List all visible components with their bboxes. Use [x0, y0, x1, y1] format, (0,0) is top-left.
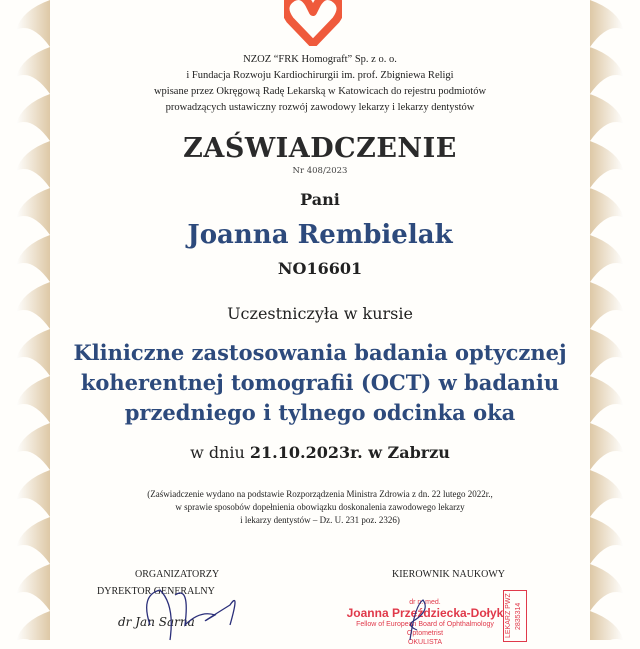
recipient-name: Joanna Rembielak: [187, 220, 453, 250]
organizer-role: DYREKTOR GENERALNY: [97, 586, 215, 597]
legal-footnote: [0, 488, 640, 527]
stamp-line: OKULISTA: [407, 639, 443, 646]
participation-text: Uczestniczyła w kursie: [227, 304, 413, 323]
header-line: i Fundacja Rozwoju Kardiochirurgii im. prof. Zbigniewa Religi: [186, 70, 454, 81]
license-stamp: LEKARZ PWZ 2835314: [503, 590, 527, 642]
footnote-line: w sprawie sposobów dopełnienia obowiązku doskonalenia zawodowego lekarzy: [175, 502, 465, 512]
stamp-line: Fellow of European Board of Ophthalmology: [356, 621, 494, 628]
date-value: 21.10.2023r. w Zabrzu: [249, 443, 450, 462]
stamp-line: Optometrist: [406, 630, 444, 637]
header-line: wpisane przez Okręgową Radę Lekarską w Katowicach do rejestru podmiotów: [153, 86, 487, 97]
header-line: prowadzących ustawiczny rozwój zawodowy lekarzy i lekarzy dentystów: [165, 102, 475, 113]
heart-logo-icon: [284, 0, 342, 46]
stamp-name: Joanna Przeździecka-Dołyk: [346, 606, 504, 620]
signature-left: [130, 585, 250, 645]
certificate-number: Nr 408/2023: [292, 166, 348, 176]
course-line: przedniego i tylnego odcinka oka: [124, 400, 516, 425]
date-prefix: w dniu: [190, 443, 250, 462]
organizers-label: ORGANIZATORZY: [135, 569, 220, 580]
organizer-name: dr Jan Sarna: [118, 615, 195, 629]
signature-right: [395, 595, 435, 640]
issuer-header: [0, 52, 640, 116]
recipient-id: NO16601: [277, 259, 363, 278]
course-title: [0, 338, 640, 428]
document-title: ZAŚWIADCZENIE: [183, 133, 457, 164]
footnote-line: i lekarzy dentystów – Dz. U. 231 poz. 2326): [240, 515, 400, 525]
course-date: [0, 443, 640, 462]
course-line: koherentnej tomografii (OCT) w badaniu: [80, 370, 560, 395]
footnote-line: (Zaświadczenie wydano na podstawie Rozporządzenia Ministra Zdrowia z dn. 22 lutego 2022r.,: [147, 489, 493, 499]
header-line: NZOZ “FRK Homograft” Sp. z o. o.: [243, 54, 397, 65]
stamp-degree: dr n. med.: [409, 599, 441, 606]
salutation: Pani: [300, 190, 340, 209]
course-line: Kliniczne zastosowania badania optycznej: [73, 340, 567, 365]
scientific-lead-label: KIEROWNIK NAUKOWY: [392, 569, 506, 580]
